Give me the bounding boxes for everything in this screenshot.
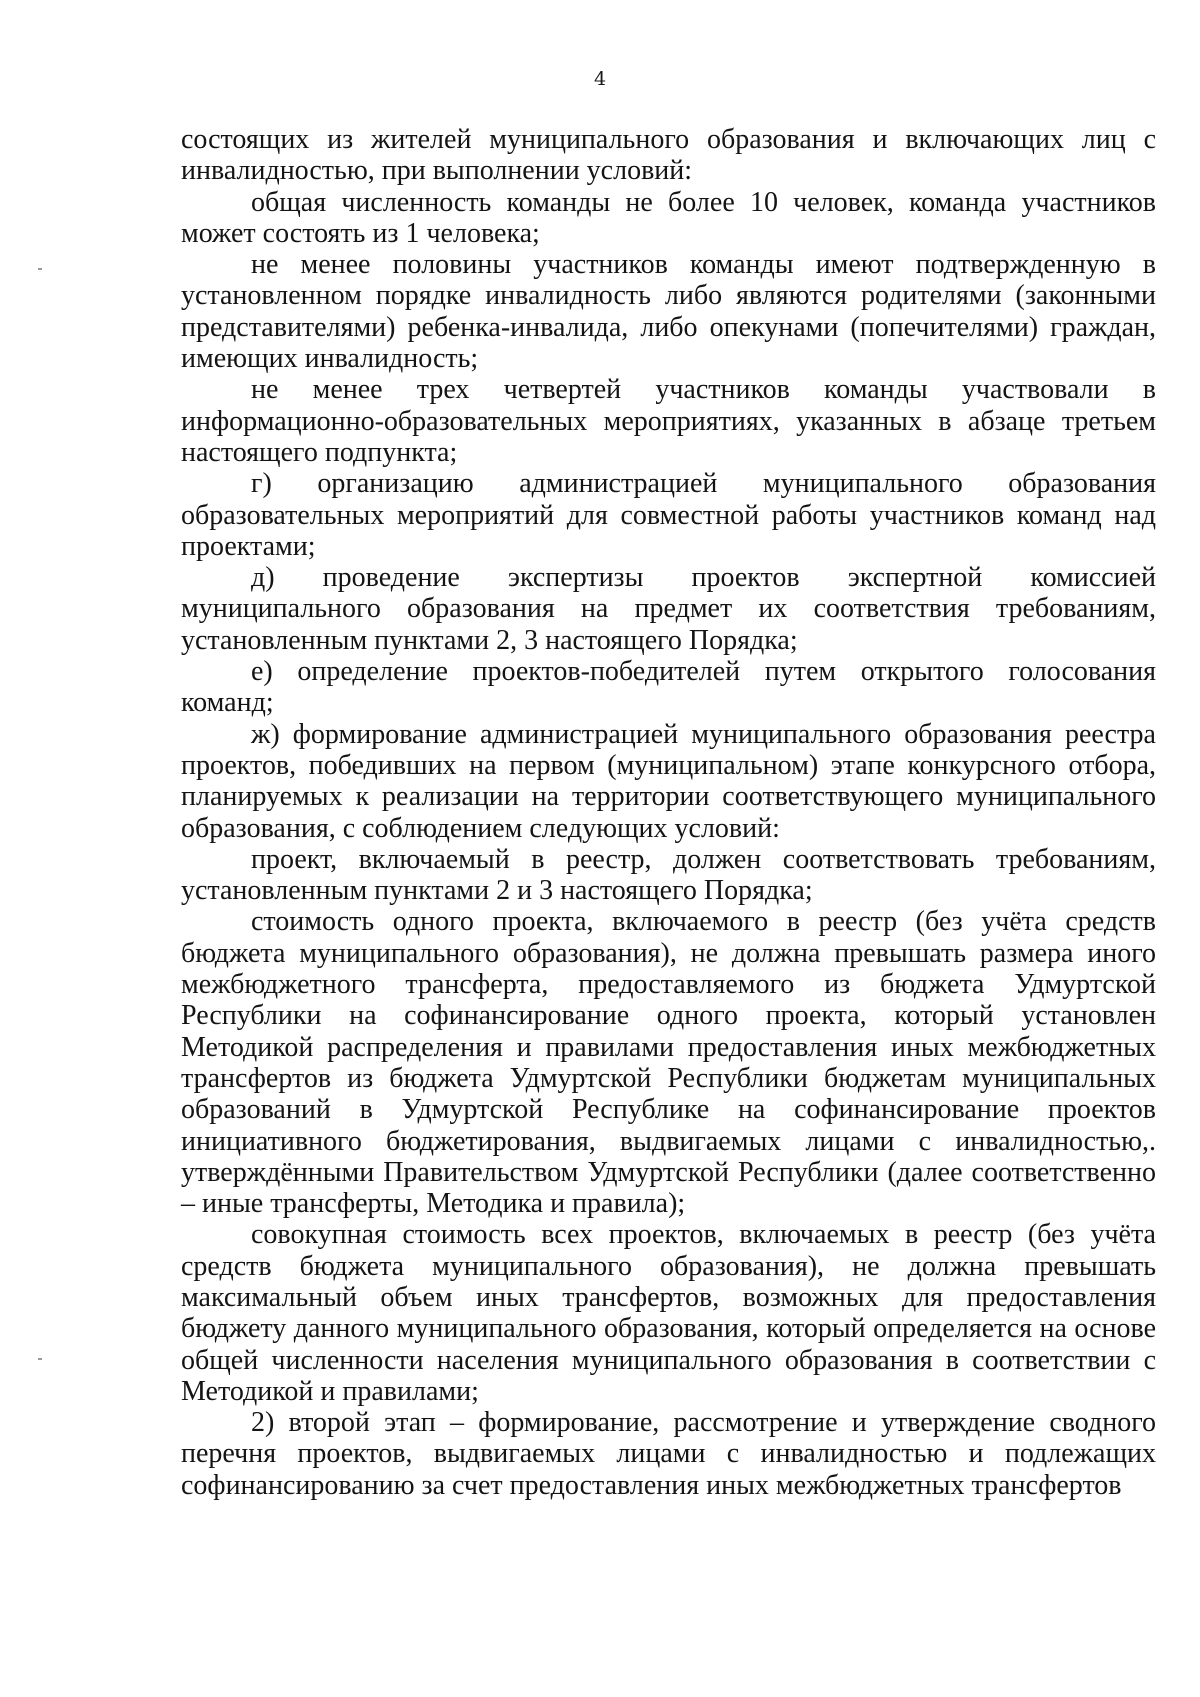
page-number: 4	[593, 68, 607, 90]
paragraph: совокупная стоимость всех проектов, включаемых в реестр (без учёта средств бюджета муниципального образования), не должна превышать максимальный объем иных трансфертов, возможных для предоставления бюджету данного муниципального образования, который определяется на основе общей численности населения муниципального образования в соответствии с Методикой и правилами;	[181, 1219, 1156, 1407]
paragraph: 2) второй этап – формирование, рассмотрение и утверждение сводного перечня проектов, выдвигаемых лицами с инвалидностью и подлежащих софинансированию за счет предоставления иных межбюджетных трансфертов	[181, 1407, 1156, 1501]
scan-margin-mark	[38, 1358, 42, 1360]
paragraph: е) определение проектов-победителей путем открытого голосования команд;	[181, 656, 1156, 719]
paragraph: состоящих из жителей муниципального образования и включающих лиц с инвалидностью, при выполнении условий:	[181, 124, 1156, 187]
scan-margin-mark	[38, 268, 42, 270]
paragraph: не менее трех четвертей участников команды участвовали в информационно-образовательных мероприятиях, указанных в абзаце третьем настоящего подпункта;	[181, 374, 1156, 468]
document-body	[181, 124, 1156, 1501]
paragraph: д) проведение экспертизы проектов экспертной комиссией муниципального образования на предмет их соответствия требованиям, установленным пунктами 2, 3 настоящего Порядка;	[181, 562, 1156, 656]
paragraph: не менее половины участников команды имеют подтвержденную в установленном порядке инвалидность либо являются родителями (законными представителями) ребенка-инвалида, либо опекунами (попечителями) граждан, имеющих инвалидность;	[181, 249, 1156, 375]
paragraph: проект, включаемый в реестр, должен соответствовать требованиям, установленным пунктами 2 и 3 настоящего Порядка;	[181, 843, 1156, 907]
paragraph: г) организацию администрацией муниципального образования образовательных мероприятий для совместной работы участников команд над проектами;	[181, 468, 1156, 562]
paragraph: общая численность команды не более 10 человек, команда участников может состоять из 1 человека;	[181, 186, 1156, 249]
paragraph: ж) формирование администрацией муниципального образования реестра проектов, победивших на первом (муниципальном) этапе конкурсного отбора, планируемых к реализации на территории соответствующего муниципального образования, с соблюдением следующих условий:	[181, 718, 1156, 844]
paragraph: стоимость одного проекта, включаемого в реестр (без учёта средств бюджета муниципального образования), не должна превышать размера иного межбюджетного трансферта, предоставляемого из бюджета Удмуртской Республики на софинансирование одного проекта, который установлен Методикой распределения и правилами предоставления иных межбюджетных трансфертов из бюджета Удмуртской Республики бюджетам муниципальных образований в Удмуртской Республике на софинансирование проектов инициативного бюджетирования, выдвигаемых лицами с инвалидностью,. утверждёнными Правительством Удмуртской Республики (далее соответственно – иные трансферты, Методика и правила);	[181, 906, 1156, 1220]
